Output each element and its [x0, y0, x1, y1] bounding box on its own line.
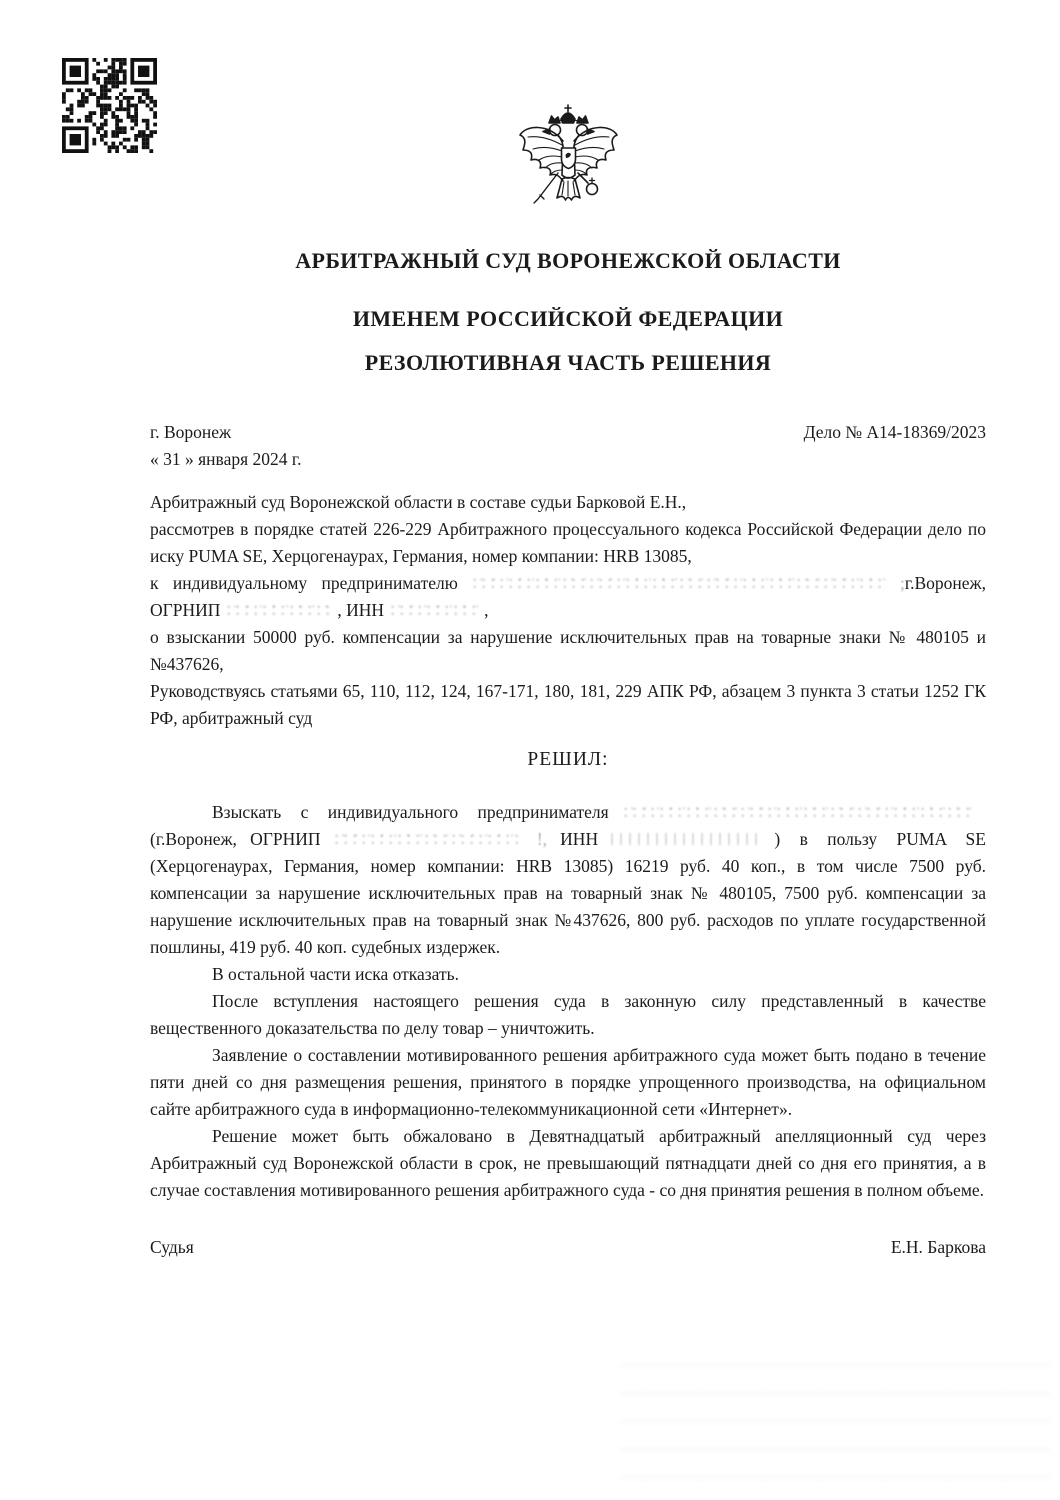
city-label: г. Воронеж — [150, 422, 232, 442]
qr-code-icon — [62, 58, 157, 153]
signature-row — [150, 1234, 986, 1261]
document-content — [150, 0, 986, 1261]
guided-by-paragraph: Руководствуясь статьями 65, 110, 112, 124, 167-171, 180, 181, 229 АПК РФ, абзацем 3 пункта 3 статьи 1252 ГК РФ, арбитражный суд — [150, 681, 986, 728]
dismiss-line: В остальной части иска отказать. — [212, 964, 459, 984]
recover-paragraph: (Херцогенаурах, Германия, номер компании: HRB 13085) 16219 руб. 40 коп., в том числе 7500 руб. компенсации за нарушение исключительных прав на товарный знак № 480105, 7500 руб. компенсации за нарушение исключительных прав на товарный знак №437626, 800 руб. расходов по уплате государственной пошлины, 419 руб. 40 коп. судебных издержек. — [150, 856, 986, 957]
motivated-decision-paragraph: Заявление о составлении мотивированного решения арбитражного суда может быть подано в течение пяти дней со дня размещения решения, принятого в порядке упрощенного производства, на официальном сайте арбитражного суда в информационно-телекоммуникационной сети «Интернет». — [150, 1045, 986, 1119]
document-body — [150, 489, 986, 1204]
defendant-prefix: к индивидуальному предпринимателю — [150, 573, 458, 593]
in-the-name-heading: ИМЕНЕМ РОССИЙСКОЙ ФЕДЕРАЦИИ — [352, 306, 784, 331]
ogrnip-inn-line — [150, 597, 986, 624]
page-bleed-through-ghost — [620, 1364, 1050, 1494]
coat-of-arms-icon — [516, 103, 621, 221]
claim-paragraph: о взыскании 50000 руб. компенсации за нарушение исключительных прав на товарные знаки № 480105 и №437626, — [150, 627, 986, 674]
recover-inn-label: ИНН — [560, 829, 599, 849]
inn-label: , ИНН — [337, 600, 385, 620]
document-type-heading: РЕЗОЛЮТИВНАЯ ЧАСТЬ РЕШЕНИЯ — [364, 350, 772, 375]
recover-city: (г.Воронеж, — [150, 829, 237, 849]
ogrnip-label: ОГРНИП — [150, 600, 221, 620]
redacted-inn-number — [390, 603, 478, 616]
judge-name: Е.Н. Баркова — [890, 1237, 986, 1257]
line-comma: , — [484, 600, 489, 620]
composition-line: Арбитражный суд Воронежской области в составе судьи Барковой Е.Н., — [150, 492, 687, 512]
redacted-defendant-name-2 — [623, 805, 972, 818]
resolution-heading: РЕШИЛ: — [527, 749, 609, 770]
appeal-paragraph: Решение может быть обжаловано в Девятнадцатый арбитражный апелляционный суд через Арбитражный суд Воронежской области в срок, не превышающий пятнадцати дней со дня его принятия, а в случае составления мотивированного решения арбитражного суда - со дня принятия решения в полном объеме. — [150, 1126, 986, 1200]
recover-opening: Взыскать с индивидуального предпринимателя — [212, 802, 609, 822]
redacted-defendant-name — [472, 576, 886, 589]
redacted-ogrnip-number-2 — [334, 832, 524, 845]
defendant-line — [150, 570, 986, 597]
judge-label: Судья — [150, 1237, 194, 1257]
recover-line-2 — [150, 826, 986, 853]
court-name: АРБИТРАЖНЫЙ СУД ВОРОНЕЖСКОЙ ОБЛАСТИ — [295, 248, 841, 273]
procedure-paragraph: рассмотрев в порядке статей 226-229 Арбитражного процессуального кодекса Российской Федерации дело по иску PUMA SE, Херцогенаурах, Германия, номер компании: HRB 13085, — [150, 519, 986, 566]
defendant-city: г.Воронеж, — [904, 573, 986, 593]
case-info-row — [150, 419, 986, 446]
destroy-paragraph: После вступления настоящего решения суда в законную силу представленный в качестве вещественного доказательства по делу товар – уничтожить. — [150, 991, 986, 1038]
redaction-remnant: ; — [900, 573, 905, 593]
decision-date: « 31 » января 2024 г. — [150, 449, 302, 469]
recover-beneficiary: ) в пользу PUMA SE — [774, 829, 986, 849]
redaction-remnant-2: !, — [536, 829, 548, 849]
recover-line-1 — [150, 799, 986, 826]
redacted-ogrnip-number — [226, 603, 331, 616]
redacted-inn-number-2 — [611, 833, 761, 845]
recover-ogrnip-label: ОГРНИП — [250, 829, 321, 849]
case-number: Дело № А14-18369/2023 — [803, 422, 986, 442]
